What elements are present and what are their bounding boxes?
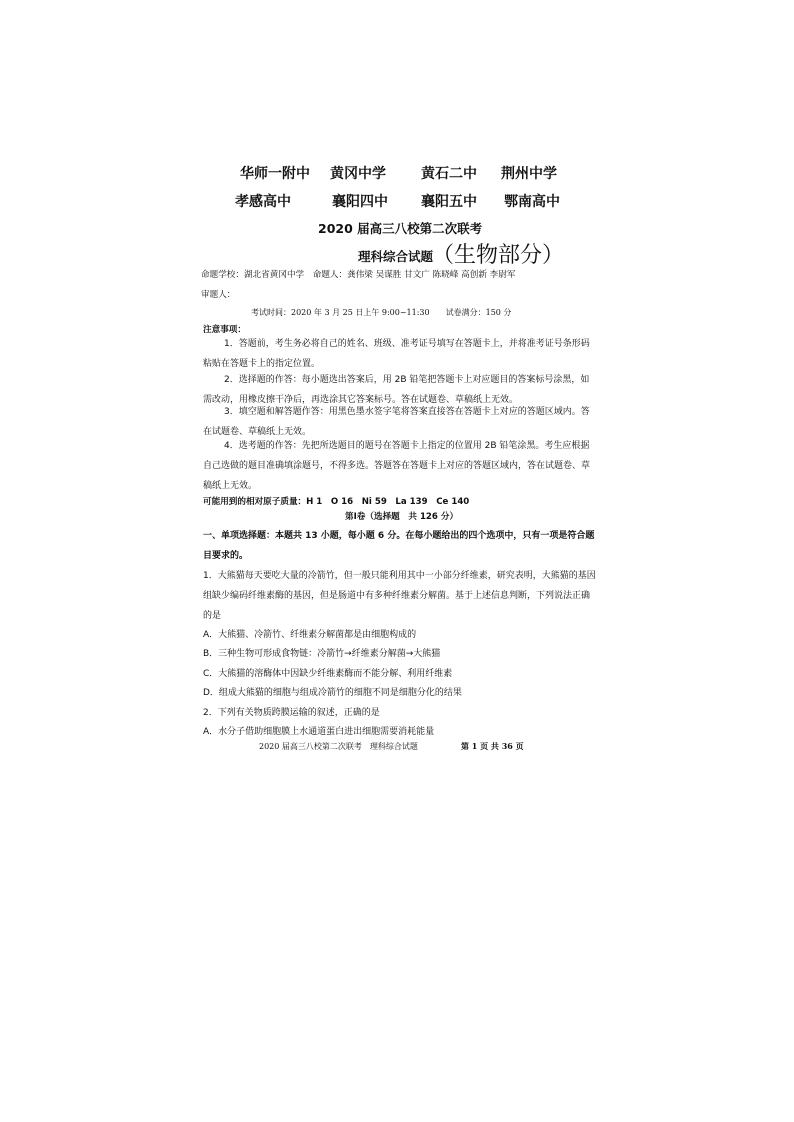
- part-title: （生物部分）: [432, 243, 565, 268]
- school-name: 孝感高中: [235, 194, 291, 210]
- note-item: 2．选择题的作答：每小题选出答案后，用 2B 铅笔把答题卡上对应题目的答案标号涂黑，如需改动，用橡皮擦干净后，再选涂其它答案标号。答在试题卷、草稿纸上无效。: [203, 375, 590, 405]
- volume-title: 第Ⅰ卷（选择题 共 126 分）: [345, 512, 459, 522]
- note-item: 4．选考题的作答：先把所选题目的题号在答题卡上指定的位置用 2B 铅笔涂黑。考生应根据自己选做的题目准确填涂题号，不得多选。答题答在答题卡上对应的答题区域内，答在试题卷、草稿纸上无效。: [203, 441, 591, 491]
- question-1-option-d: D．组成大熊猫的细胞与组成冷箭竹的细胞不同是细胞分化的结果: [203, 688, 462, 698]
- time-score-line: 考试时间：2020 年 3 月 25 日上午 9:00~11:30 试卷满分：150 分: [251, 308, 512, 317]
- school-name: 襄阳五中: [421, 194, 477, 210]
- exam-title: 2020 届高三八校第二次联考: [318, 221, 483, 236]
- school-name: 荆州中学: [501, 166, 557, 182]
- question-2-stem: 2．下列有关物质跨膜运输的叙述，正确的是: [203, 708, 380, 718]
- subject-title: 理科综合试题: [358, 249, 434, 264]
- question-1-option-b: B．三种生物可形成食物链：冷箭竹→纤维素分解菌→大熊猫: [203, 649, 441, 659]
- note-item: 3．填空题和解答题作答：用黑色墨水签字笔将答案直接答在答题卡上对应的答题区域内。答在试题卷、草稿纸上无效。: [203, 407, 590, 437]
- setters-line: 命题学校：湖北省黄冈中学 命题人：龚伟梁 吴谋胜 甘文广 陈晓峰 高创新 李尉军: [201, 270, 516, 280]
- reviewer-line: 审题人：: [201, 290, 236, 300]
- question-1-option-c: C．大熊猫的溶酶体中因缺少纤维素酶而不能分解、利用纤维素: [203, 669, 453, 679]
- school-name: 华师一附中: [240, 166, 310, 182]
- school-name: 黄石二中: [421, 166, 477, 182]
- section-heading: 一、单项选择题：本题共 13 小题，每小题 6 分。在每小题给出的四个选项中，只有一项是符合题目要求的。: [203, 531, 595, 561]
- question-1-stem: 1．大熊猫每天要吃大量的冷箭竹，但一般只能利用其中一小部分纤维素，研究表明，大熊猫的基因组缺少编码纤维素酶的基因，但是肠道中有多种纤维素分解菌。基于上述信息判断，下列说法正确的是: [203, 571, 596, 621]
- footer-exam-label: 2020 届高三八校第二次联考 理科综合试题: [259, 742, 418, 751]
- notes-heading: 注意事项：: [203, 325, 246, 335]
- school-name: 黄冈中学: [330, 166, 386, 182]
- school-name: 襄阳四中: [332, 194, 388, 210]
- atomic-masses: 可能用到的相对原子质量：H 1 O 16 Ni 59 La 139 Ce 140: [203, 497, 470, 507]
- question-1-option-a: A．大熊猫、冷箭竹、纤维素分解菌都是由细胞构成的: [203, 630, 417, 640]
- question-2-option-a: A．水分子借助细胞膜上水通道蛋白进出细胞需要消耗能量: [203, 727, 435, 737]
- note-item: 1．答题前，考生务必将自己的姓名、班级、准考证号填写在答题卡上，并将准考证号条形码粘贴在答题卡上的指定位置。: [203, 339, 590, 369]
- school-name: 鄂南高中: [504, 194, 560, 210]
- footer-page-number: 第 1 页 共 36 页: [461, 741, 524, 751]
